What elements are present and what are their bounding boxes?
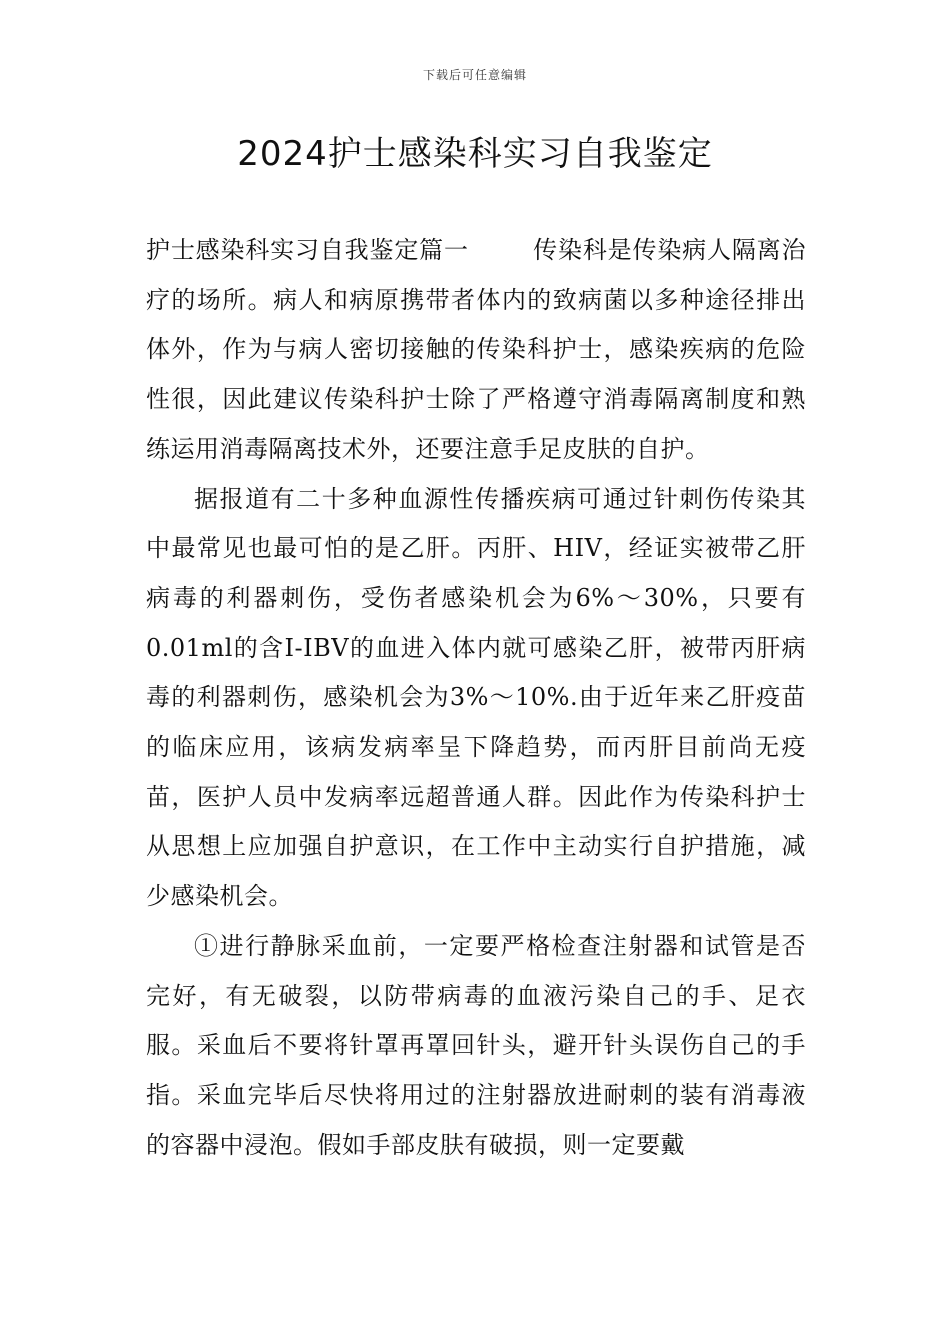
header-note: 下载后可任意编辑 <box>422 68 527 82</box>
document-body <box>146 226 806 1170</box>
section-label: 护士感染科实习自我鉴定篇一 <box>146 236 469 264</box>
paragraph-3: ①进行静脉采血前，一定要严格检查注射器和试管是否完好，有无破裂，以防带病毒的血液污染自己的手、足衣服。采血后不要将针罩再罩回针头，避开针头误伤自己的手指。采血完毕后尽快将用过的注射器放进耐刺的装有消毒液的容器中浸泡。假如手部皮肤有破损，则一定要戴 <box>146 931 806 1159</box>
paragraph-1-text: 传染科是传染病人隔离治疗的场所。病人和病原携带者体内的致病菌以多种途径排出体外，作为与病人密切接触的传染科护士，感染疾病的危险性很，因此建议传染科护士除了严格遵守消毒隔离制度和熟练运用消毒隔离技术外，还要注意手足皮肤的自护。 <box>146 236 807 463</box>
document-title: 2024护士感染科实习自我鉴定 <box>237 134 713 174</box>
paragraph-2: 据报道有二十多种血源性传播疾病可通过针刺伤传染其中最常见也最可怕的是乙肝。丙肝、HIV，经证实被带乙肝病毒的利器刺伤，受伤者感染机会为6%～30%，只要有0.01ml的含I-IBV的血进入体内就可感染乙肝，被带丙肝病毒的利器刺伤，感染机会为3%～10%.由于近年来乙肝疫苗的临床应用，该病发病率呈下降趋势，而丙肝目前尚无疫苗，医护人员中发病率远超普通人群。因此作为传染科护士从思想上应加强自护意识，在工作中主动实行自护措施，减少感染机会。 <box>146 484 806 911</box>
paragraph-1 <box>146 226 806 475</box>
